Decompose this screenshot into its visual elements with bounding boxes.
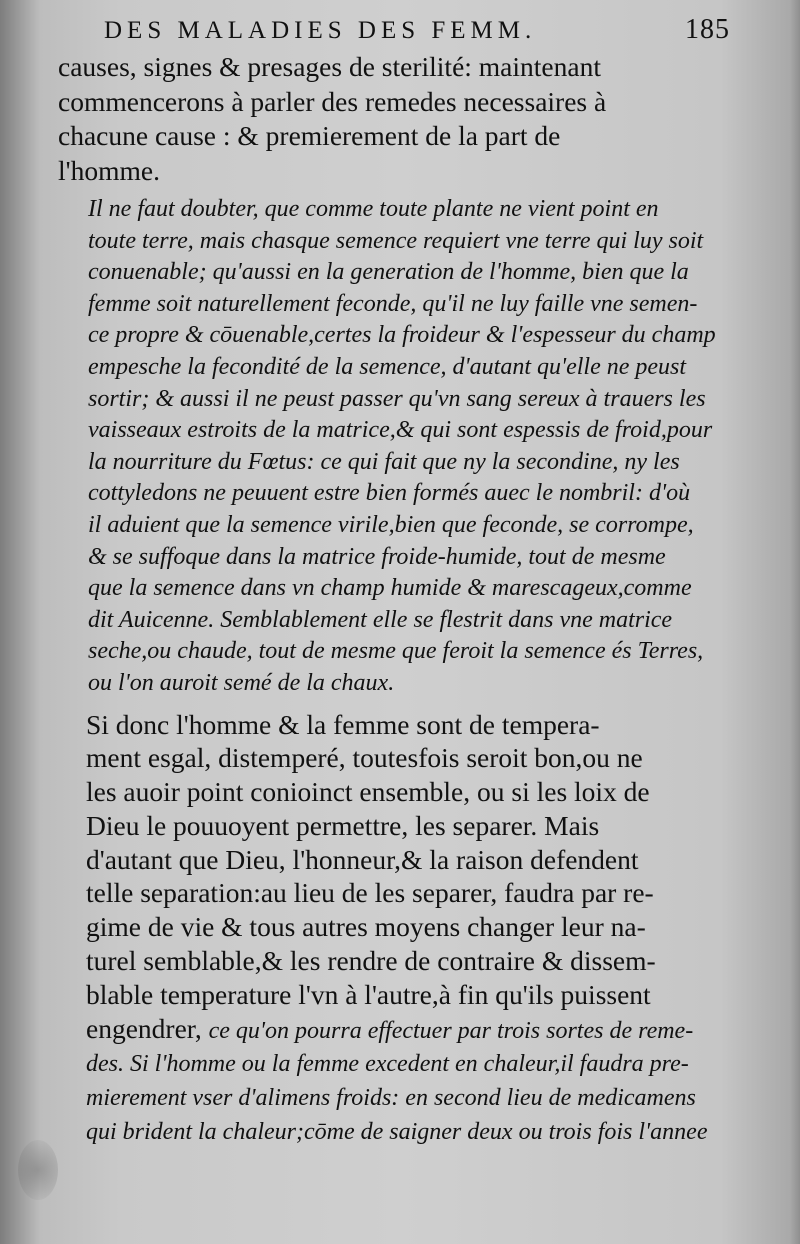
text-line: & se suffoque dans la matrice froide-humide, tout de mesme (88, 543, 666, 570)
roman-run: engendrer, (86, 1012, 202, 1044)
paragraph-remedies (58, 708, 730, 1150)
text-line: empesche la fecondité de la semence, d'autant qu'elle ne peust (88, 353, 687, 380)
text-line: Dieu le pouuoyent permettre, les separer. Mais (86, 809, 600, 841)
page-header (58, 14, 730, 50)
text-line: l'homme. (58, 154, 160, 186)
text-line: que la semence dans vn champ humide & marescageux,comme (88, 575, 692, 602)
text-line: toute terre, mais chasque semence requiert vne terre qui luy soit (88, 227, 704, 254)
text-line: ou l'on auroit semé de la chaux. (88, 669, 395, 696)
text-line: des. Si l'homme ou la femme excedent en chaleur,il faudra pre- (86, 1051, 689, 1078)
text-line: Si donc l'homme & la femme sont de tempera- (86, 708, 600, 740)
text-line: commencerons à parler des remedes necessaires à (58, 85, 607, 117)
text-line: la nourriture du Fœtus: ce qui fait que ny la secondine, ny les (88, 448, 680, 475)
paragraph-intro (58, 50, 730, 188)
text-line: dit Auicenne. Semblablement elle se flestrit dans vne matrice (88, 606, 673, 633)
text-line: blable temperature l'vn à l'autre,à fin qu'ils puissent (86, 978, 651, 1010)
page-number: 185 (685, 14, 730, 45)
text-line: conuenable; qu'aussi en la generation de l'homme, bien que la (88, 259, 689, 286)
text-line: causes, signes & presages de sterilité: maintenant (58, 51, 601, 82)
text-line: chacune cause : & premierement de la part de (58, 120, 561, 151)
text-line: il aduient que la semence virile,bien que feconde, se corrompe, (88, 511, 694, 538)
text-line: cottyledons ne peuuent estre bien formés auec le nombril: d'où (88, 480, 691, 507)
text-line: gime de vie & tous autres moyens changer leur na- (86, 911, 646, 943)
text-line: ce propre & cōuenable,certes la froideur & l'espesseur du champ (88, 322, 716, 349)
text-line: femme soit naturellement feconde, qu'il ne luy faille vne semen- (88, 290, 698, 317)
text-line: turel semblable,& les rendre de contraire & dissem- (86, 945, 656, 977)
text-line: Il ne faut doubter, que comme toute plante ne vient point en (88, 196, 659, 222)
text-line: sortir; & aussi il ne peust passer qu'vn sang sereux à trauers les (88, 385, 706, 412)
text-line: les auoir point conioinct ensemble, ou si les loix de (86, 776, 650, 808)
paragraph-italic (58, 194, 730, 700)
text-line: d'autant que Dieu, l'honneur,& la raison defendent (86, 843, 639, 875)
text-line-mixed (58, 1012, 730, 1049)
text-line: mierement vser d'alimens froids: en second lieu de medicamens (86, 1085, 696, 1112)
text-line: seche,ou chaude, tout de mesme que feroit la semence és Terres, (88, 638, 704, 665)
text-line: vaisseaux estroits de la matrice,& qui sont espessis de froid,pour (88, 417, 713, 444)
running-title: DES MALADIES DES FEMM. (104, 17, 537, 44)
paper-stain (18, 1140, 58, 1200)
text-line: telle separation:au lieu de les separer, faudra par re- (86, 877, 654, 909)
text-line: qui brident la chaleur;cōme de saigner deux ou trois fois l'annee (86, 1119, 708, 1146)
text-line: ment esgal, distemperé, toutesfois seroit bon,ou ne (86, 742, 643, 774)
italic-run: ce qu'on pourra effectuer par trois sortes de reme- (208, 1017, 694, 1044)
